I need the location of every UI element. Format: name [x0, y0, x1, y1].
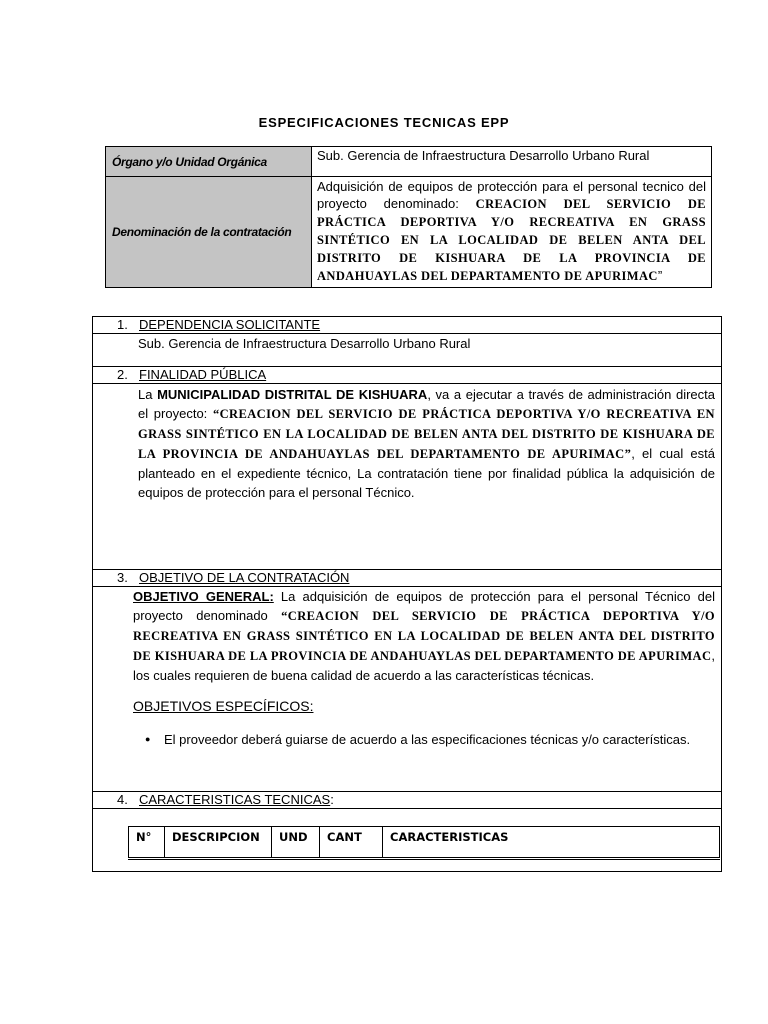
- denominacion-intro: Adquisición de equipos de protección para el personal tecnico del proyecto denominado:: [317, 179, 706, 211]
- section-2-municipalidad: MUNICIPALIDAD DISTRITAL DE KISHUARA: [157, 387, 428, 402]
- section-2-end: , el cual está planteado en el expediente técnico, La contratación tiene por finalidad pública la adquisición de equipos de protección para el personal Técnico.: [138, 446, 715, 500]
- objetivo-general-intro: La adquisición de equipos de protección para el personal Técnico del proyecto denominado: [133, 589, 715, 623]
- objetivo-general-project: “CREACION DEL SERVICIO DE PRÁCTICA DEPORTIVA Y/O RECREATIVA EN GRASS SINTÉTICO EN LA LOCALIDAD DE BELEN ANTA DEL DISTRITO DE KISHUARA DE LA PROVINCIA DE ANDAHUAYLAS DEL DEPARTAMENTO DE APURIMAC: [133, 609, 715, 663]
- objetivos-especificos-label: OBJETIVOS ESPECÍFICOS:: [133, 698, 314, 714]
- section-4-body: [93, 809, 721, 871]
- header-row-denominacion: [106, 177, 712, 288]
- section-2-body: [93, 384, 721, 570]
- organo-value: Sub. Gerencia de Infraestructura Desarrollo Urbano Rural: [312, 147, 712, 177]
- col-numero: N°: [129, 827, 165, 859]
- characteristics-table: [128, 826, 720, 860]
- document-title: ESPECIFICACIONES TECNICAS EPP: [258, 115, 510, 130]
- section-1-body: [93, 334, 721, 367]
- section-3-header: [93, 570, 721, 587]
- col-cant: CANT: [320, 827, 383, 859]
- header-row-organo: [106, 147, 712, 177]
- section-3-body: [93, 587, 721, 792]
- section-2-la: La: [138, 387, 158, 402]
- characteristics-header-row: [129, 827, 720, 859]
- header-table: [105, 146, 712, 288]
- col-caracteristicas: CARACTERISTICAS: [383, 827, 720, 859]
- section-4-header: [93, 792, 721, 809]
- section-1-text: Sub. Gerencia de Infraestructura Desarrollo Urbano Rural: [138, 336, 471, 351]
- section-2-project: “CREACION DEL SERVICIO DE PRÁCTICA DEPORTIVA Y/O RECREATIVA EN GRASS SINTÉTICO EN LA LOCALIDAD DE BELEN ANTA DEL DISTRITO DE KISHUARA DE LA PROVINCIA DE ANDAHUAYLAS DEL DEPARTAMENTO DE APURIMAC”: [138, 407, 715, 461]
- section-4-number: 4.: [117, 792, 128, 807]
- denominacion-label: Denominación de la contratación: [106, 177, 312, 288]
- objetivo-general-end: , los cuales requieren de buena calidad de acuerdo a las características técnicas.: [133, 648, 715, 683]
- section-3-number: 3.: [117, 570, 128, 585]
- especifico-bullet-item: [133, 730, 715, 749]
- section-3-title: OBJETIVO DE LA CONTRATACIÓN: [139, 570, 350, 585]
- sections-table: [92, 316, 722, 872]
- objetivo-general-label: OBJETIVO GENERAL:: [133, 589, 274, 604]
- section-1-number: 1.: [117, 317, 128, 332]
- organo-label: Órgano y/o Unidad Orgánica: [106, 147, 312, 177]
- denominacion-value: [312, 177, 712, 288]
- col-descripcion: DESCRIPCION: [165, 827, 272, 859]
- section-2-title: FINALIDAD PÚBLICA: [139, 367, 267, 382]
- section-4-colon: :: [330, 792, 334, 807]
- section-2-mid: , va a ejecutar a través de administración directa el proyecto:: [138, 387, 715, 421]
- section-4-title: CARACTERISTICAS TECNICAS: [139, 792, 331, 807]
- col-und: UND: [272, 827, 320, 859]
- section-1-header: [93, 317, 721, 334]
- section-2-number: 2.: [117, 367, 128, 382]
- denominacion-close: ”: [657, 268, 663, 283]
- section-2-header: [93, 367, 721, 384]
- denominacion-project: CREACION DEL SERVICIO DE PRÁCTICA DEPORTIVA Y/O RECREATIVA EN GRASS SINTÉTICO EN LA LOCALIDAD DE BELEN ANTA DEL DISTRITO DE KISHUARA DE LA PROVINCIA DE ANDAHUAYLAS DEL DEPARTAMENTO DE APURIMAC: [317, 197, 706, 283]
- section-1-title: DEPENDENCIA SOLICITANTE: [139, 317, 321, 332]
- especifico-bullet-text: El proveedor deberá guiarse de acuerdo a las especificaciones técnicas y/o características.: [164, 732, 691, 747]
